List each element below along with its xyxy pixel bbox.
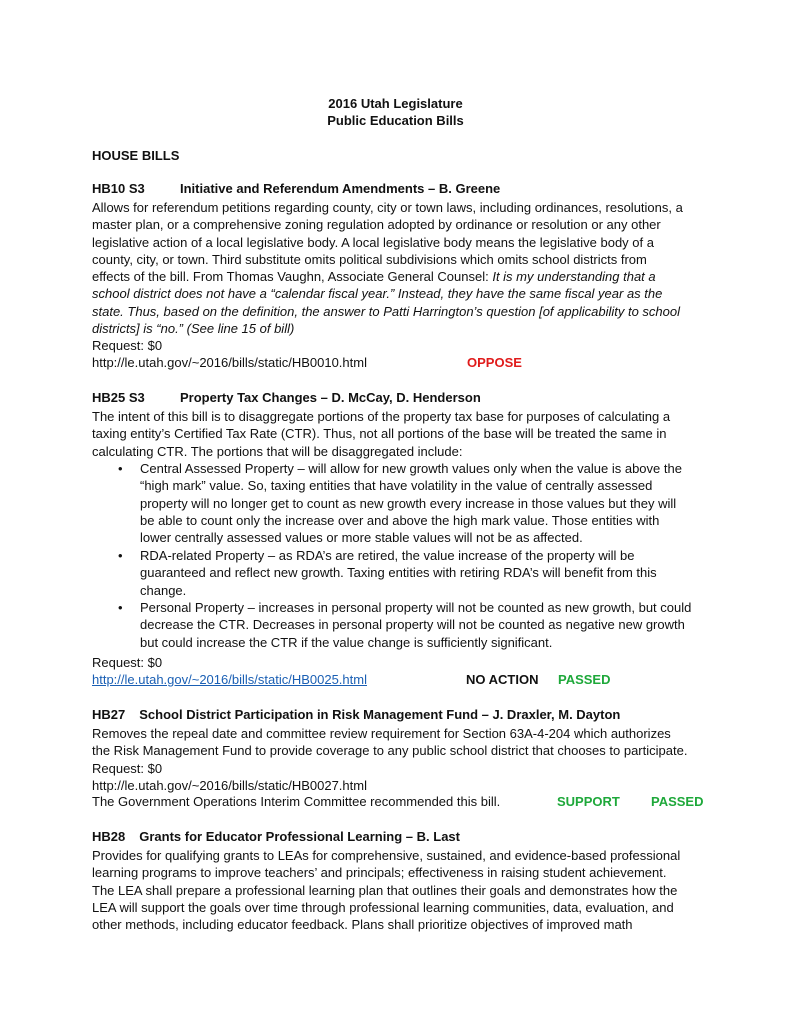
description-line: other methods, including educator feedback. Plans shall prioritize objectives of improved math bbox=[92, 917, 633, 933]
description-line: The intent of this bill is to disaggregate portions of the property tax base for purposes of calculating a bbox=[92, 409, 671, 424]
bullet-line: lower centrally assessed values or more stable values will not be as affected. bbox=[140, 530, 583, 546]
quote-line: state. Thus, based on the definition, the answer to Patti Harrington’s question [of applicability to school bbox=[92, 303, 680, 319]
bill-description-hb27 bbox=[92, 725, 702, 794]
bill-title: Grants for Educator Professional Learning – B. Last bbox=[139, 829, 460, 844]
bill-number: HB10 S3 bbox=[92, 181, 145, 196]
bill-description-hb28 bbox=[92, 847, 702, 933]
description-line: county, city, or town. Third substitute omits political subdivisions which omits school districts from bbox=[92, 251, 647, 267]
bill-number: HB28 bbox=[92, 829, 126, 844]
description-line: The LEA shall prepare a professional learning plan that outlines their goals and demonstrates how the bbox=[92, 882, 678, 898]
description-line bbox=[92, 268, 702, 285]
bill-title: School District Participation in Risk Management Fund – J. Draxler, M. Dayton bbox=[139, 707, 621, 722]
bullet-item bbox=[118, 460, 705, 546]
bill-heading-hb27 bbox=[92, 707, 620, 722]
status-no-action: NO ACTION bbox=[466, 672, 539, 687]
bill-number: HB25 S3 bbox=[92, 390, 145, 405]
bullet-line: guaranteed and reflect new growth. Taxing entities with retiring RDA’s will benefit from this bbox=[140, 565, 657, 581]
request-amount: Request: $0 bbox=[92, 655, 163, 670]
bullet-line: decrease the CTR. Decreases in personal property will not be counted as negative new growth bbox=[140, 617, 685, 633]
committee-note: The Government Operations Interim Committee recommended this bill. bbox=[92, 794, 501, 809]
description-line: learning programs to improve teachers’ and principals; effectiveness in raising student achievement. bbox=[92, 865, 667, 881]
document-title: 2016 Utah Legislature bbox=[328, 96, 463, 111]
bullet-icon: • bbox=[118, 461, 123, 476]
bullet-icon: • bbox=[118, 600, 123, 615]
bullet-line: property will no longer get to count as new growth every increase in those values but they will bbox=[140, 495, 677, 511]
description-line: taxing entity’s Certified Tax Rate (CTR). Thus, not all portions of the base will be treated the same in bbox=[92, 426, 667, 442]
bill-title: Property Tax Changes – D. McCay, D. Henderson bbox=[180, 390, 481, 405]
bill-heading-hb10 bbox=[92, 181, 500, 196]
bullet-item bbox=[118, 599, 705, 651]
bill-heading-hb28 bbox=[92, 829, 460, 844]
bill-description-hb25 bbox=[92, 408, 702, 460]
bill-description-hb10 bbox=[92, 199, 702, 355]
section-heading: HOUSE BILLS bbox=[92, 148, 180, 163]
bill-url[interactable]: http://le.utah.gov/~2016/bills/static/HB0027.html bbox=[92, 777, 367, 793]
description-line: calculating CTR. The portions that will be disaggregated include: bbox=[92, 443, 463, 459]
request-amount: Request: $0 bbox=[92, 338, 163, 354]
bill-url[interactable]: http://le.utah.gov/~2016/bills/static/HB0010.html bbox=[92, 355, 367, 370]
bill-url-link[interactable]: http://le.utah.gov/~2016/bills/static/HB0025.html bbox=[92, 672, 367, 687]
bullet-item bbox=[118, 547, 705, 599]
bullet-line: “high mark” value. So, taxing entities that have volatility in the value of centrally assessed bbox=[140, 478, 653, 494]
description-text: effects of the bill. From Thomas Vaughn, Associate General Counsel: bbox=[92, 269, 493, 285]
description-line: master plan, or a comprehensive zoning regulation adopted by ordinance or resolution or any other bbox=[92, 217, 661, 233]
bill-number: HB27 bbox=[92, 707, 126, 722]
bullet-line: RDA-related Property – as RDA’s are retired, the value increase of the property will be bbox=[140, 548, 635, 563]
quote-line: school district does not have a “calendar fiscal year.” Instead, they have the same fiscal year as the bbox=[92, 286, 663, 302]
bullet-line: Personal Property – increases in personal property will not be counted as new growth, but could bbox=[140, 600, 692, 615]
status-passed: PASSED bbox=[651, 794, 704, 809]
bullet-line: but could increase the CTR if the value change is sufficiently significant. bbox=[140, 634, 553, 650]
bullet-icon: • bbox=[118, 548, 123, 563]
description-line: Removes the repeal date and committee review requirement for Section 63A-4-204 which authorizes bbox=[92, 726, 671, 741]
description-line: the Risk Management Fund to provide coverage to any public school district that chooses to participate. bbox=[92, 743, 688, 759]
description-line: Allows for referendum petitions regarding county, city or town laws, including ordinances, resolutions, a bbox=[92, 200, 683, 215]
request-amount: Request: $0 bbox=[92, 760, 163, 776]
quote-line: districts] is “no.” (See line 15 of bill) bbox=[92, 321, 295, 337]
description-line: LEA will support the goals over time through professional learning communities, data, evaluation, and bbox=[92, 899, 674, 915]
description-line: legislative action of a local legislative body. A local legislative body means the legislative body of a bbox=[92, 234, 654, 250]
quote-text: It is my understanding that a bbox=[492, 269, 656, 285]
status-oppose: OPPOSE bbox=[467, 355, 522, 370]
bill-title: Initiative and Referendum Amendments – B. Greene bbox=[180, 181, 501, 196]
document-subtitle: Public Education Bills bbox=[327, 113, 464, 128]
status-passed: PASSED bbox=[558, 672, 611, 687]
bullet-line: change. bbox=[140, 582, 187, 598]
bullet-line: be able to count only the increase over and above the high mark value. Those entities with bbox=[140, 512, 660, 528]
status-support: SUPPORT bbox=[557, 794, 620, 809]
bullet-line: Central Assessed Property – will allow for new growth values only when the value is above the bbox=[140, 461, 682, 476]
bill-heading-hb25 bbox=[92, 390, 481, 405]
description-line: Provides for qualifying grants to LEAs for comprehensive, sustained, and evidence-based professional bbox=[92, 848, 681, 863]
